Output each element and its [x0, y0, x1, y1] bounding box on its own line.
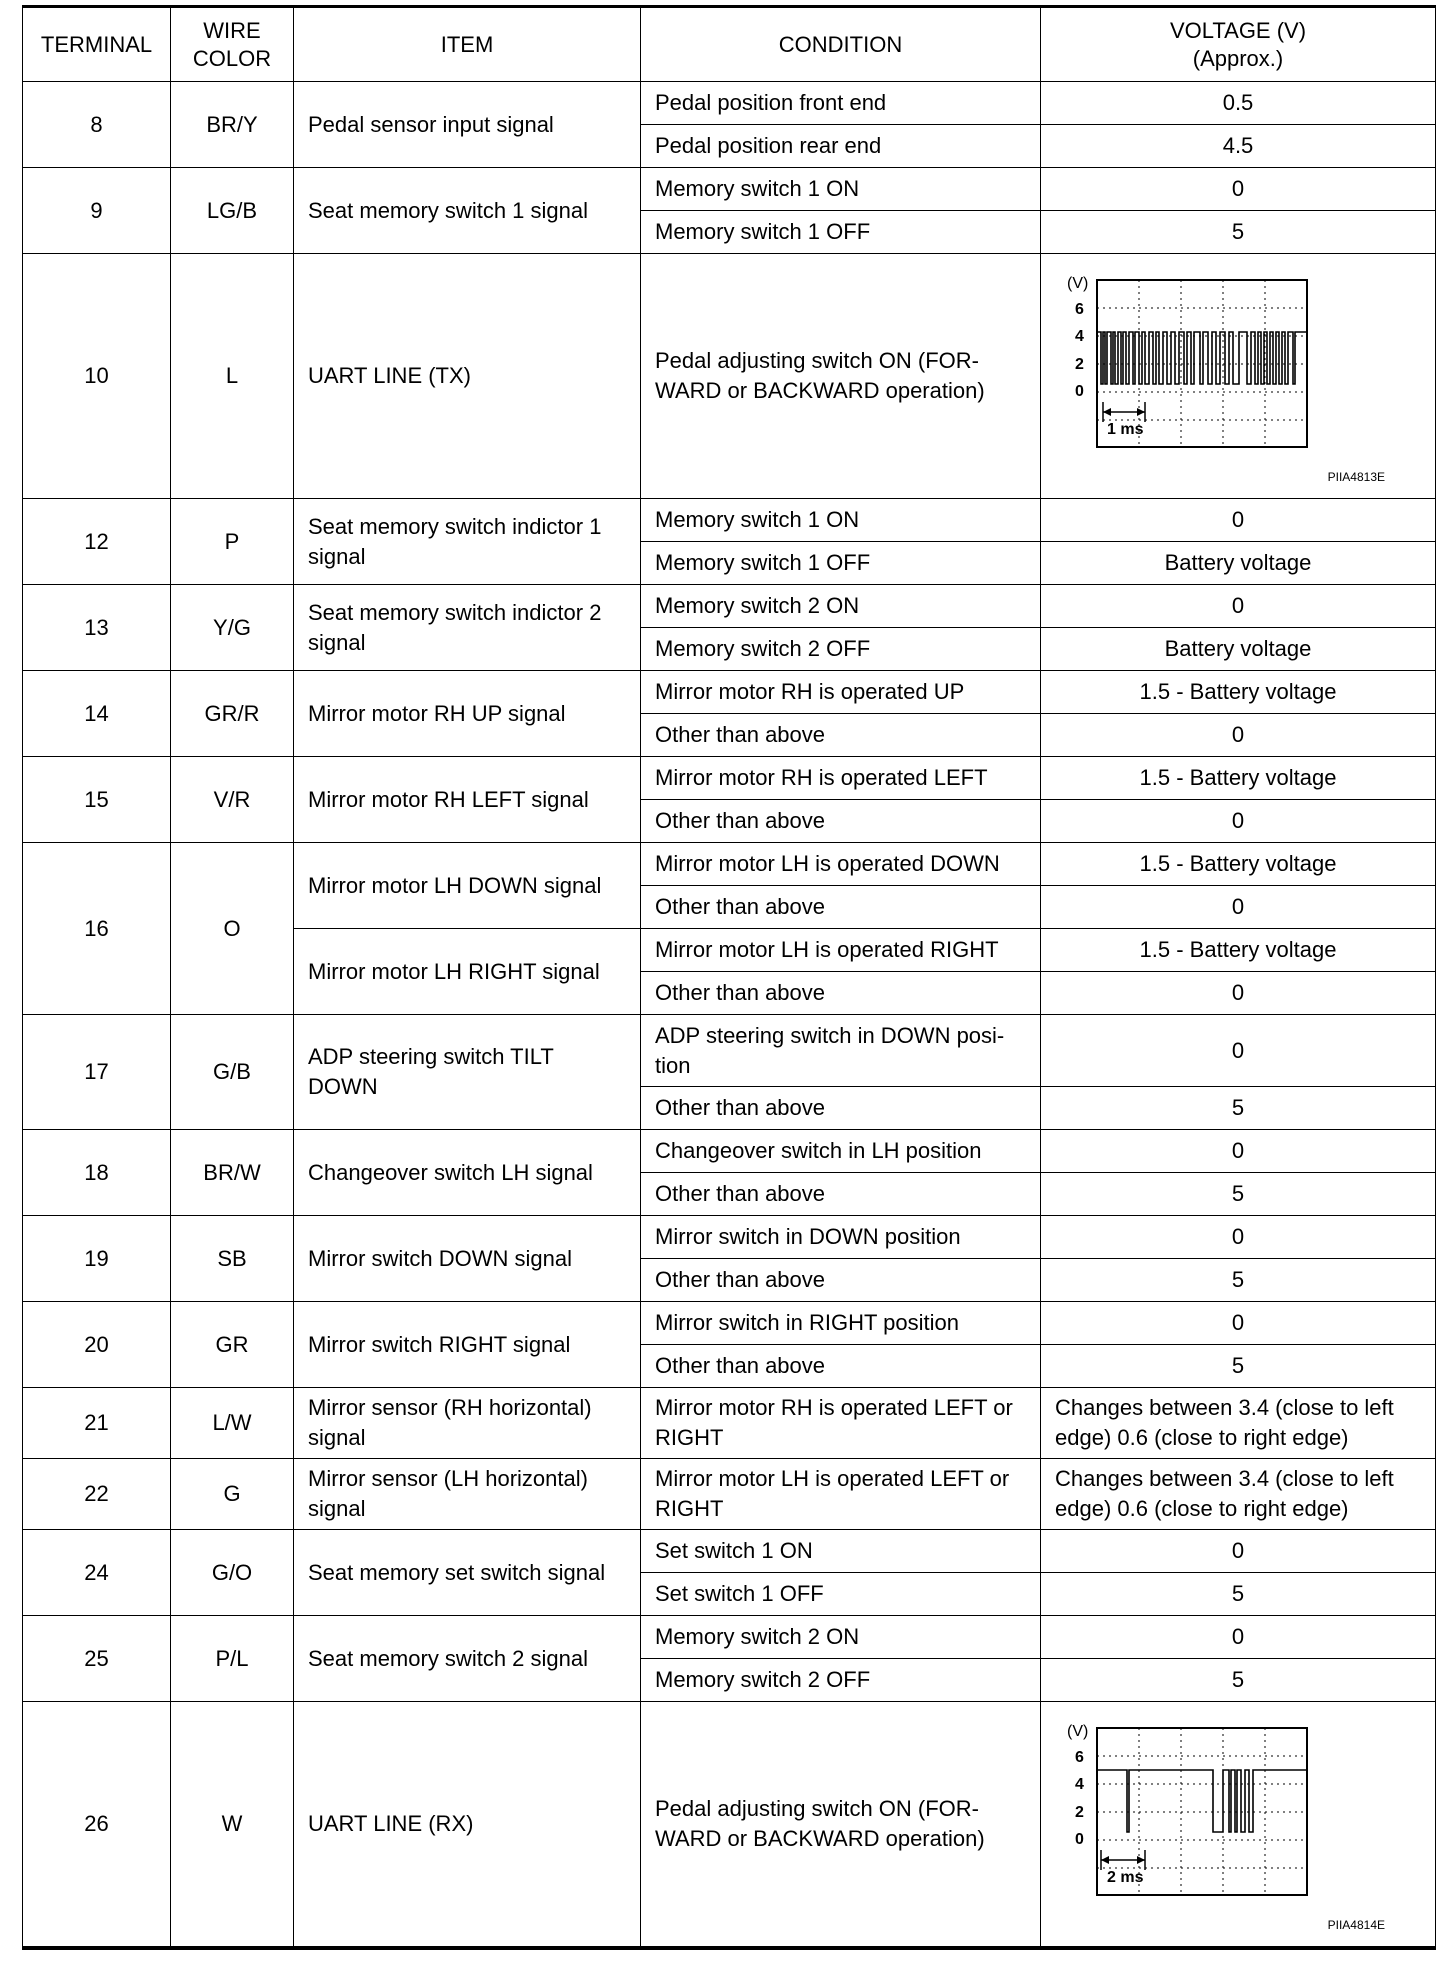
voltage-cell: 0 — [1041, 1015, 1436, 1087]
header-voltage: VOLTAGE (V) (Approx.) — [1041, 7, 1436, 82]
item-cell: Seat memory switch indictor 1 signal — [294, 499, 641, 585]
table-row — [23, 168, 1436, 211]
wire-color-cell: G/B — [171, 1015, 294, 1130]
figure-id: PIIA4813E — [1327, 470, 1385, 484]
condition-cell: Other than above — [641, 1087, 1041, 1130]
item-cell: Seat memory set switch signal — [294, 1530, 641, 1616]
terminal-cell: 25 — [23, 1616, 171, 1702]
table-row — [23, 757, 1436, 800]
condition-cell: Set switch 1 ON — [641, 1530, 1041, 1573]
voltage-cell: 5 — [1041, 1573, 1436, 1616]
header-wire-color: WIRE COLOR — [171, 7, 294, 82]
condition-cell: ADP steering switch in DOWN posi-tion — [641, 1015, 1041, 1087]
header-condition: CONDITION — [641, 7, 1041, 82]
terminal-cell: 9 — [23, 168, 171, 254]
wire-color-cell: P/L — [171, 1616, 294, 1702]
wave-y-tick: 4 — [1075, 328, 1084, 345]
item-cell: Mirror sensor (LH horizontal) signal — [294, 1459, 641, 1530]
voltage-cell: Changes between 3.4 (close to left edge) 0.6 (close to right edge) — [1041, 1388, 1436, 1459]
wire-color-cell: G/O — [171, 1530, 294, 1616]
voltage-cell: Changes between 3.4 (close to left edge) 0.6 (close to right edge) — [1041, 1459, 1436, 1530]
voltage-cell: 0 — [1041, 585, 1436, 628]
voltage-cell: 0 — [1041, 168, 1436, 211]
wave-y-tick: 2 — [1075, 1804, 1084, 1821]
table-row — [23, 1216, 1436, 1259]
voltage-cell: 5 — [1041, 1345, 1436, 1388]
terminal-cell: 16 — [23, 843, 171, 1015]
condition-cell: Other than above — [641, 714, 1041, 757]
table-row — [23, 499, 1436, 542]
rx-waveform-chart — [1063, 1720, 1323, 1900]
wave-y-tick: 0 — [1075, 1831, 1084, 1848]
wave-y-tick: 2 — [1075, 356, 1084, 373]
terminal-cell: 22 — [23, 1459, 171, 1530]
voltage-cell: 0 — [1041, 1302, 1436, 1345]
item-cell: Mirror switch DOWN signal — [294, 1216, 641, 1302]
condition-cell: Pedal position front end — [641, 82, 1041, 125]
condition-cell: Memory switch 1 ON — [641, 168, 1041, 211]
table-row — [23, 1616, 1436, 1659]
wave-y-tick: 4 — [1075, 1776, 1084, 1793]
condition-cell: Mirror motor RH is operated UP — [641, 671, 1041, 714]
figure-id: PIIA4814E — [1327, 1918, 1385, 1932]
wire-color-cell: Y/G — [171, 585, 294, 671]
condition-cell: Other than above — [641, 800, 1041, 843]
item-cell: Seat memory switch indictor 2 signal — [294, 585, 641, 671]
item-cell: Mirror sensor (RH horizontal) signal — [294, 1388, 641, 1459]
terminal-cell: 13 — [23, 585, 171, 671]
voltage-cell: 1.5 - Battery voltage — [1041, 929, 1436, 972]
condition-cell: Mirror motor RH is operated LEFT — [641, 757, 1041, 800]
wave-y-tick: 0 — [1075, 383, 1084, 400]
header-item: ITEM — [294, 7, 641, 82]
table-row — [23, 254, 1436, 499]
table-row — [23, 671, 1436, 714]
condition-cell: Other than above — [641, 886, 1041, 929]
voltage-cell: 5 — [1041, 1259, 1436, 1302]
terminal-cell: 20 — [23, 1302, 171, 1388]
table-row — [23, 1302, 1436, 1345]
header-terminal: TERMINAL — [23, 7, 171, 82]
condition-cell: Set switch 1 OFF — [641, 1573, 1041, 1616]
voltage-cell: 0 — [1041, 1130, 1436, 1173]
condition-cell: Other than above — [641, 972, 1041, 1015]
terminal-cell: 15 — [23, 757, 171, 843]
wire-color-cell: W — [171, 1702, 294, 1949]
wire-color-cell: L/W — [171, 1388, 294, 1459]
terminal-cell: 19 — [23, 1216, 171, 1302]
wave-time-label: 1 ms — [1107, 421, 1144, 438]
wire-color-cell: LG/B — [171, 168, 294, 254]
voltage-cell: Battery voltage — [1041, 542, 1436, 585]
voltage-cell: 0.5 — [1041, 82, 1436, 125]
condition-cell: Memory switch 1 OFF — [641, 542, 1041, 585]
condition-cell: Mirror motor LH is operated DOWN — [641, 843, 1041, 886]
terminal-cell: 18 — [23, 1130, 171, 1216]
condition-cell: Other than above — [641, 1345, 1041, 1388]
wire-color-cell: BR/W — [171, 1130, 294, 1216]
terminal-cell: 26 — [23, 1702, 171, 1949]
voltage-cell: 0 — [1041, 1530, 1436, 1573]
table-row — [23, 585, 1436, 628]
table-row — [23, 1130, 1436, 1173]
header-row — [23, 7, 1436, 82]
item-cell: Seat memory switch 1 signal — [294, 168, 641, 254]
table-row — [23, 1530, 1436, 1573]
table-row — [23, 1015, 1436, 1087]
voltage-cell: 0 — [1041, 1216, 1436, 1259]
wire-color-cell: G — [171, 1459, 294, 1530]
condition-cell: Mirror switch in DOWN position — [641, 1216, 1041, 1259]
tx-waveform-chart — [1063, 272, 1323, 452]
voltage-cell: 4.5 — [1041, 125, 1436, 168]
voltage-cell: 0 — [1041, 886, 1436, 929]
voltage-cell: 0 — [1041, 499, 1436, 542]
wire-color-cell: P — [171, 499, 294, 585]
condition-cell: Pedal adjusting switch ON (FOR-WARD or BACKWARD operation) — [641, 254, 1041, 499]
terminal-table — [22, 5, 1436, 1950]
wire-color-cell: O — [171, 843, 294, 1015]
voltage-cell: 0 — [1041, 972, 1436, 1015]
voltage-cell: 0 — [1041, 1616, 1436, 1659]
voltage-cell: 1.5 - Battery voltage — [1041, 843, 1436, 886]
item-cell: Mirror switch RIGHT signal — [294, 1302, 641, 1388]
condition-cell: Mirror motor LH is operated RIGHT — [641, 929, 1041, 972]
item-cell: Mirror motor LH DOWN signal — [294, 843, 641, 929]
terminal-cell: 24 — [23, 1530, 171, 1616]
table-row — [23, 82, 1436, 125]
voltage-cell: 5 — [1041, 1173, 1436, 1216]
wire-color-cell: BR/Y — [171, 82, 294, 168]
voltage-cell: 0 — [1041, 714, 1436, 757]
terminal-cell: 10 — [23, 254, 171, 499]
wave-trace — [1097, 1770, 1307, 1832]
item-cell: Pedal sensor input signal — [294, 82, 641, 168]
terminal-cell: 17 — [23, 1015, 171, 1130]
condition-cell: Memory switch 2 OFF — [641, 1659, 1041, 1702]
voltage-cell: 5 — [1041, 1087, 1436, 1130]
wire-color-cell: GR/R — [171, 671, 294, 757]
condition-cell: Memory switch 1 OFF — [641, 211, 1041, 254]
item-cell: UART LINE (TX) — [294, 254, 641, 499]
item-cell: Mirror motor LH RIGHT signal — [294, 929, 641, 1015]
item-cell: Changeover switch LH signal — [294, 1130, 641, 1216]
condition-cell: Other than above — [641, 1259, 1041, 1302]
wave-trace — [1097, 332, 1307, 384]
condition-cell: Memory switch 1 ON — [641, 499, 1041, 542]
voltage-cell: 1.5 - Battery voltage — [1041, 671, 1436, 714]
item-cell: UART LINE (RX) — [294, 1702, 641, 1949]
condition-cell: Memory switch 2 OFF — [641, 628, 1041, 671]
terminal-cell: 12 — [23, 499, 171, 585]
terminal-cell: 8 — [23, 82, 171, 168]
voltage-cell: 0 — [1041, 800, 1436, 843]
item-cell: ADP steering switch TILT DOWN — [294, 1015, 641, 1130]
voltage-cell: Battery voltage — [1041, 628, 1436, 671]
voltage-cell: 5 — [1041, 211, 1436, 254]
condition-cell: Mirror switch in RIGHT position — [641, 1302, 1041, 1345]
table-row — [23, 1459, 1436, 1530]
wire-color-cell: GR — [171, 1302, 294, 1388]
voltage-cell: 5 — [1041, 1659, 1436, 1702]
table-row — [23, 1388, 1436, 1459]
wave-y-tick: 6 — [1075, 301, 1084, 318]
table-row — [23, 843, 1436, 886]
wave-time-label: 2 ms — [1107, 1869, 1144, 1886]
condition-cell: Other than above — [641, 1173, 1041, 1216]
item-cell: Seat memory switch 2 signal — [294, 1616, 641, 1702]
terminal-cell: 14 — [23, 671, 171, 757]
wire-color-cell: SB — [171, 1216, 294, 1302]
item-cell: Mirror motor RH LEFT signal — [294, 757, 641, 843]
wave-y-tick: 6 — [1075, 1749, 1084, 1766]
condition-cell: Memory switch 2 ON — [641, 585, 1041, 628]
table-row — [23, 1702, 1436, 1949]
condition-cell: Mirror motor LH is operated LEFT or RIGHT — [641, 1459, 1041, 1530]
condition-cell: Pedal adjusting switch ON (FOR-WARD or BACKWARD operation) — [641, 1702, 1041, 1949]
wave-unit-label: (V) — [1067, 1723, 1089, 1740]
wave-unit-label: (V) — [1067, 275, 1089, 292]
item-cell: Mirror motor RH UP signal — [294, 671, 641, 757]
voltage-cell: 1.5 - Battery voltage — [1041, 757, 1436, 800]
wire-color-cell: L — [171, 254, 294, 499]
condition-cell: Mirror motor RH is operated LEFT or RIGHT — [641, 1388, 1041, 1459]
waveform-cell — [1041, 254, 1436, 499]
terminal-cell: 21 — [23, 1388, 171, 1459]
condition-cell: Memory switch 2 ON — [641, 1616, 1041, 1659]
condition-cell: Pedal position rear end — [641, 125, 1041, 168]
waveform-cell — [1041, 1702, 1436, 1949]
wire-color-cell: V/R — [171, 757, 294, 843]
condition-cell: Changeover switch in LH position — [641, 1130, 1041, 1173]
